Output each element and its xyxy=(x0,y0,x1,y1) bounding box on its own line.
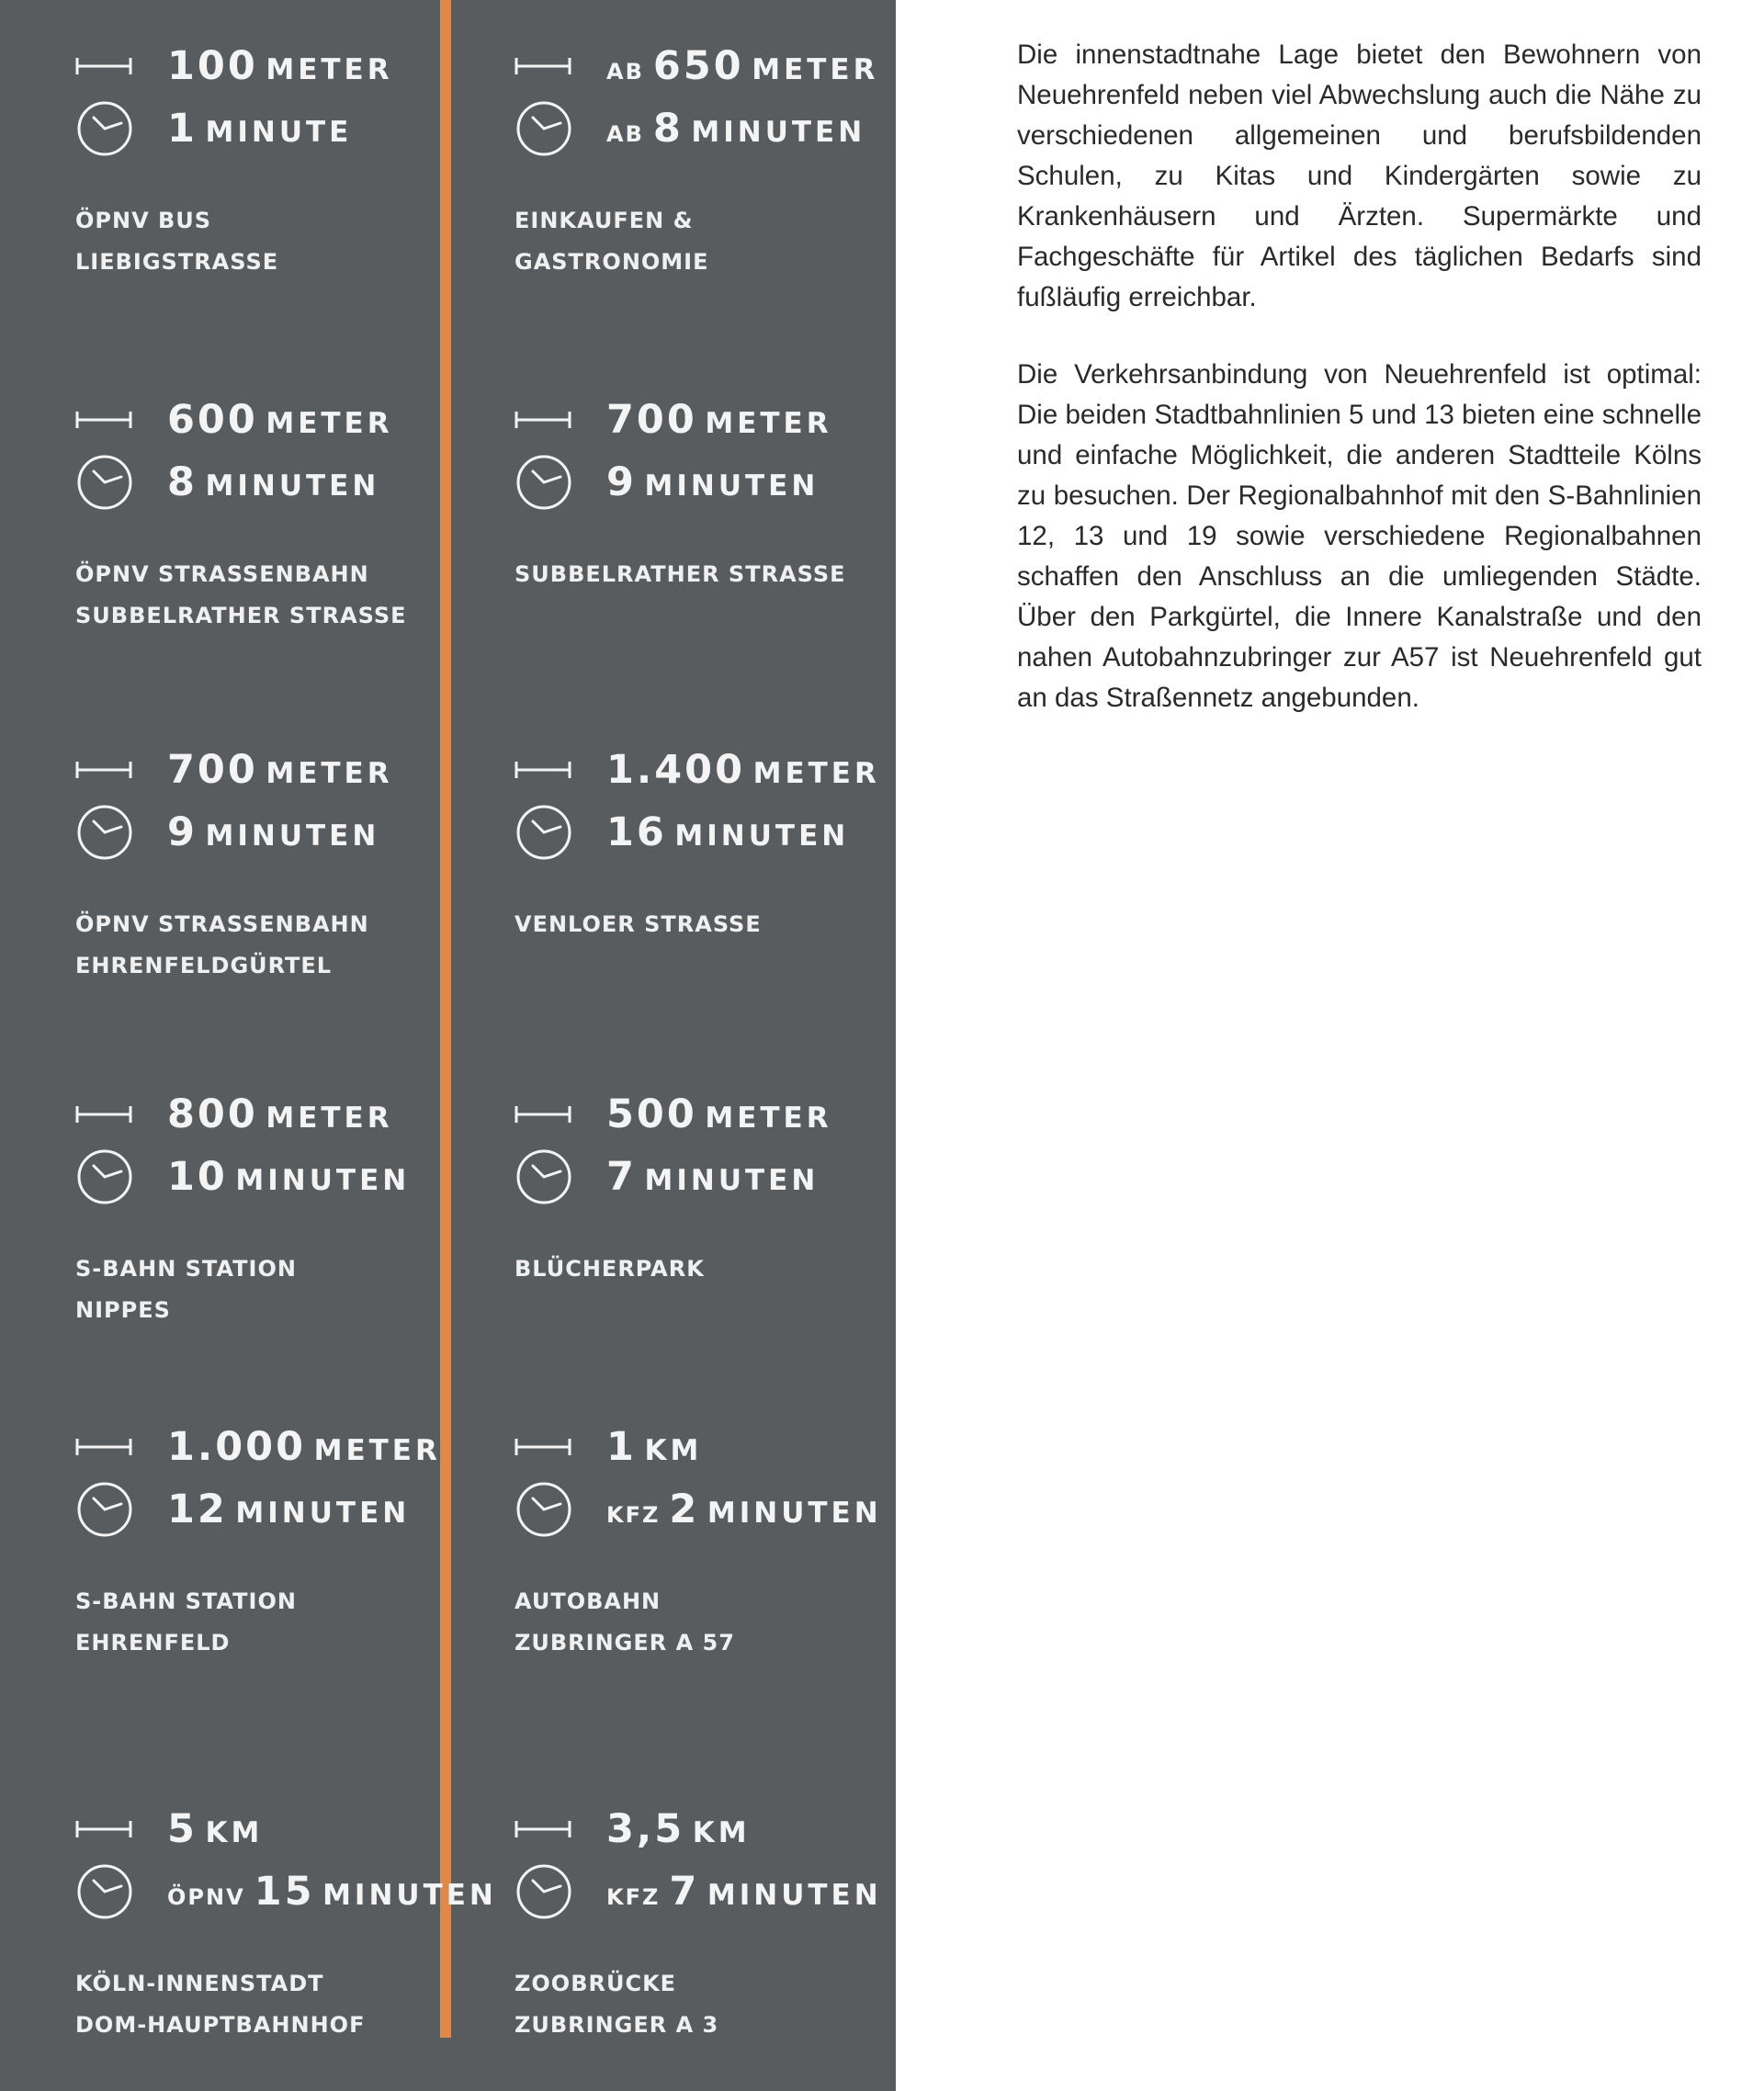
location-label xyxy=(514,1581,937,1664)
distance-value xyxy=(606,397,832,443)
ruler-icon xyxy=(514,742,573,797)
distance-value-number: 500 xyxy=(606,1091,697,1137)
clock-icon xyxy=(514,101,573,156)
time-value-number: 16 xyxy=(606,809,667,855)
location-label-line: BLÜCHERPARK xyxy=(514,1256,705,1282)
distance-value-unit: KM xyxy=(644,1434,703,1467)
time-value xyxy=(167,809,379,855)
clock-icon xyxy=(514,1482,573,1537)
distance-value xyxy=(167,747,393,793)
distance-value xyxy=(606,1424,702,1470)
location-item xyxy=(75,1419,498,1695)
time-row xyxy=(75,455,379,510)
location-item xyxy=(75,392,498,668)
time-value-number: 12 xyxy=(167,1486,228,1532)
distance-row xyxy=(75,1087,393,1142)
location-label-line: SUBBELRATHER STRASSE xyxy=(75,603,407,628)
time-value xyxy=(606,1486,882,1532)
distance-value-unit: METER xyxy=(313,1434,441,1467)
distance-value-unit: METER xyxy=(266,407,393,440)
distance-value-prefix: AB xyxy=(606,59,644,85)
location-label-line: ZUBRINGER A 3 xyxy=(514,2012,719,2038)
location-label xyxy=(75,554,498,637)
distance-value-unit: KM xyxy=(692,1816,751,1849)
distance-value-number: 1 xyxy=(606,1424,637,1470)
location-label xyxy=(75,1581,498,1664)
time-row xyxy=(514,455,819,510)
location-label xyxy=(514,904,937,945)
ruler-icon xyxy=(514,39,573,94)
paragraph-transport: Die Verkehrsanbindung von Neuehrenfeld ist optimal: Die beiden Stadtbahnlinien 5 und 13 bieten eine schnelle und einfache Möglichkeit, die anderen Stadtteile Kölns zu besuchen. Der Regionalbahnhof mit den S-Bahnlinien 12, 13 und 19 sowie verschiedene Regionalbahnen schaffen den Anschluss an die umliegenden Städte. Über den Parkgürtel, die Innere Kanalstraße und den nahen Autobahnzubringer zur A57 ist Neuehrenfeld gut an das Straßennetz angebunden. xyxy=(1017,359,1702,713)
time-row xyxy=(514,805,849,860)
location-label-line: ZOOBRÜCKE xyxy=(514,1971,677,1996)
time-value-unit: MINUTEN xyxy=(205,819,380,853)
location-label-line: EINKAUFEN & xyxy=(514,208,694,233)
ruler-icon xyxy=(75,1802,134,1857)
location-label-line: GASTRONOMIE xyxy=(514,249,709,275)
ruler-icon xyxy=(75,1419,134,1475)
time-value xyxy=(606,106,865,152)
location-label xyxy=(75,1963,498,2046)
time-value xyxy=(167,106,352,152)
time-value-unit: MINUTEN xyxy=(691,116,866,149)
clock-icon xyxy=(514,455,573,510)
distance-row xyxy=(75,392,393,447)
location-item xyxy=(75,1087,498,1362)
time-value xyxy=(606,1869,882,1915)
time-value-number: 9 xyxy=(167,809,198,855)
time-value-number: 7 xyxy=(606,1154,637,1200)
clock-icon xyxy=(75,101,134,156)
location-label xyxy=(514,200,937,283)
ruler-icon xyxy=(514,1802,573,1857)
time-value-prefix: KFZ xyxy=(606,1502,661,1528)
time-value-unit: MINUTEN xyxy=(644,469,820,503)
time-value-number: 15 xyxy=(254,1869,315,1915)
ruler-icon xyxy=(75,39,134,94)
location-label-line: EHRENFELDGÜRTEL xyxy=(75,953,333,978)
time-value-prefix: AB xyxy=(606,121,644,147)
ruler-icon xyxy=(75,1087,134,1142)
distance-value-number: 1.400 xyxy=(606,747,746,793)
location-label xyxy=(75,904,498,987)
location-item xyxy=(514,1802,937,2077)
location-item xyxy=(75,39,498,314)
time-row xyxy=(75,1149,410,1204)
time-value-number: 7 xyxy=(669,1869,700,1915)
distance-value xyxy=(606,747,880,793)
location-label-line: S-BAHN STATION xyxy=(75,1256,297,1282)
ruler-icon xyxy=(75,392,134,447)
time-row xyxy=(514,101,865,156)
time-value-number: 2 xyxy=(669,1486,700,1532)
location-item xyxy=(514,39,937,314)
location-label-line: NIPPES xyxy=(75,1297,171,1323)
distance-value xyxy=(167,397,393,443)
location-label-line: S-BAHN STATION xyxy=(75,1588,297,1614)
distance-value-unit: METER xyxy=(266,757,393,790)
distance-row xyxy=(75,39,393,94)
distance-value-unit: METER xyxy=(266,53,393,86)
distance-row xyxy=(75,742,393,797)
time-row xyxy=(75,101,352,156)
location-item xyxy=(514,392,937,668)
time-value xyxy=(606,809,849,855)
time-row xyxy=(514,1149,819,1204)
clock-icon xyxy=(514,1149,573,1204)
time-value-number: 9 xyxy=(606,459,637,505)
location-item xyxy=(75,1802,498,2077)
distance-value-number: 100 xyxy=(167,43,258,89)
location-label xyxy=(514,554,937,595)
time-value-number: 8 xyxy=(167,459,198,505)
right-column xyxy=(514,0,937,2091)
ruler-icon xyxy=(75,742,134,797)
time-value xyxy=(167,459,379,505)
distance-row xyxy=(75,1802,263,1857)
clock-icon xyxy=(514,805,573,860)
distance-value-unit: METER xyxy=(266,1102,393,1135)
clock-icon xyxy=(75,805,134,860)
description-text xyxy=(1017,35,1702,755)
time-value-unit: MINUTEN xyxy=(235,1497,411,1530)
time-value-unit: MINUTEN xyxy=(707,1879,882,1912)
distance-value-unit: KM xyxy=(205,1816,264,1849)
time-value xyxy=(606,459,819,505)
clock-icon xyxy=(75,1149,134,1204)
time-row xyxy=(75,805,379,860)
ruler-icon xyxy=(514,1419,573,1475)
location-label xyxy=(514,1963,937,2046)
location-item xyxy=(514,1419,937,1695)
distance-value-number: 700 xyxy=(606,397,697,443)
distance-value-number: 5 xyxy=(167,1806,198,1852)
time-row xyxy=(514,1864,882,1919)
distance-row xyxy=(514,1419,702,1475)
time-row xyxy=(514,1482,882,1537)
time-row xyxy=(75,1482,410,1537)
time-value-prefix: ÖPNV xyxy=(167,1884,245,1910)
location-label-line: DOM-HAUPTBAHNHOF xyxy=(75,2012,366,2038)
paragraph-location: Die innenstadtnahe Lage bietet den Bewohnern von Neuehrenfeld neben viel Abwechslung auch die Nähe zu verschiedenen allgemeinen und berufsbildenden Schulen, zu Kitas und Kindergärten sowie zu Krankenhäusern und Ärzten. Supermärkte und Fachgeschäfte für Artikel des täglichen Bedarfs sind fußläufig erreichbar. xyxy=(1017,40,1702,312)
distance-row xyxy=(514,39,878,94)
location-item xyxy=(75,742,498,1018)
clock-icon xyxy=(75,455,134,510)
distance-value-unit: METER xyxy=(705,1102,832,1135)
location-item xyxy=(514,742,937,1018)
distance-value-unit: METER xyxy=(705,407,832,440)
left-column xyxy=(75,0,498,2091)
location-label xyxy=(75,1249,498,1331)
time-value xyxy=(606,1154,819,1200)
time-value-prefix: KFZ xyxy=(606,1884,661,1910)
time-value-number: 8 xyxy=(652,106,684,152)
time-value-number: 10 xyxy=(167,1154,228,1200)
location-label-line: VENLOER STRASSE xyxy=(514,911,762,937)
location-label-line: AUTOBAHN xyxy=(514,1588,662,1614)
time-value-unit: MINUTEN xyxy=(707,1497,882,1530)
location-label-line: SUBBELRATHER STRASSE xyxy=(514,561,846,587)
time-value xyxy=(167,1486,410,1532)
time-value-unit: MINUTEN xyxy=(674,819,850,853)
ruler-icon xyxy=(514,1087,573,1142)
distance-value-number: 1.000 xyxy=(167,1424,307,1470)
location-item xyxy=(514,1087,937,1362)
location-label-line: EHRENFELD xyxy=(75,1630,231,1656)
distance-value-number: 650 xyxy=(652,43,744,89)
location-label-line: ÖPNV STRASSENBAHN xyxy=(75,911,369,937)
distance-value-unit: METER xyxy=(752,757,880,790)
distance-row xyxy=(514,1802,751,1857)
time-value-unit: MINUTEN xyxy=(205,469,380,503)
distance-value xyxy=(606,1091,832,1137)
time-value xyxy=(167,1154,410,1200)
time-value-unit: MINUTE xyxy=(205,116,353,149)
distance-row xyxy=(514,1087,832,1142)
distance-value-unit: METER xyxy=(752,53,879,86)
distance-row xyxy=(514,742,880,797)
distance-value xyxy=(167,1091,393,1137)
location-label-line: ZUBRINGER A 57 xyxy=(514,1630,735,1656)
clock-icon xyxy=(514,1864,573,1919)
location-label-line: KÖLN-INNENSTADT xyxy=(75,1971,324,1996)
time-value-unit: MINUTEN xyxy=(235,1164,411,1197)
location-label xyxy=(75,200,498,283)
distance-value-number: 800 xyxy=(167,1091,258,1137)
distance-value-number: 600 xyxy=(167,397,258,443)
clock-icon xyxy=(75,1482,134,1537)
clock-icon xyxy=(75,1864,134,1919)
distance-value xyxy=(606,1806,751,1852)
time-value xyxy=(167,1869,497,1915)
distance-row xyxy=(514,392,832,447)
distance-value-number: 700 xyxy=(167,747,258,793)
distance-row xyxy=(75,1419,441,1475)
location-label-line: ÖPNV STRASSENBAHN xyxy=(75,561,369,587)
distance-value xyxy=(167,1424,441,1470)
distance-value xyxy=(606,43,878,89)
ruler-icon xyxy=(514,392,573,447)
location-label-line: LIEBIGSTRASSE xyxy=(75,249,279,275)
time-value-unit: MINUTEN xyxy=(322,1879,497,1912)
distance-value xyxy=(167,1806,263,1852)
distance-value xyxy=(167,43,393,89)
distance-value-number: 3,5 xyxy=(606,1806,685,1852)
time-value-unit: MINUTEN xyxy=(644,1164,820,1197)
location-label xyxy=(514,1249,937,1290)
location-label-line: ÖPNV BUS xyxy=(75,208,212,233)
time-row xyxy=(75,1864,497,1919)
time-value-number: 1 xyxy=(167,106,198,152)
